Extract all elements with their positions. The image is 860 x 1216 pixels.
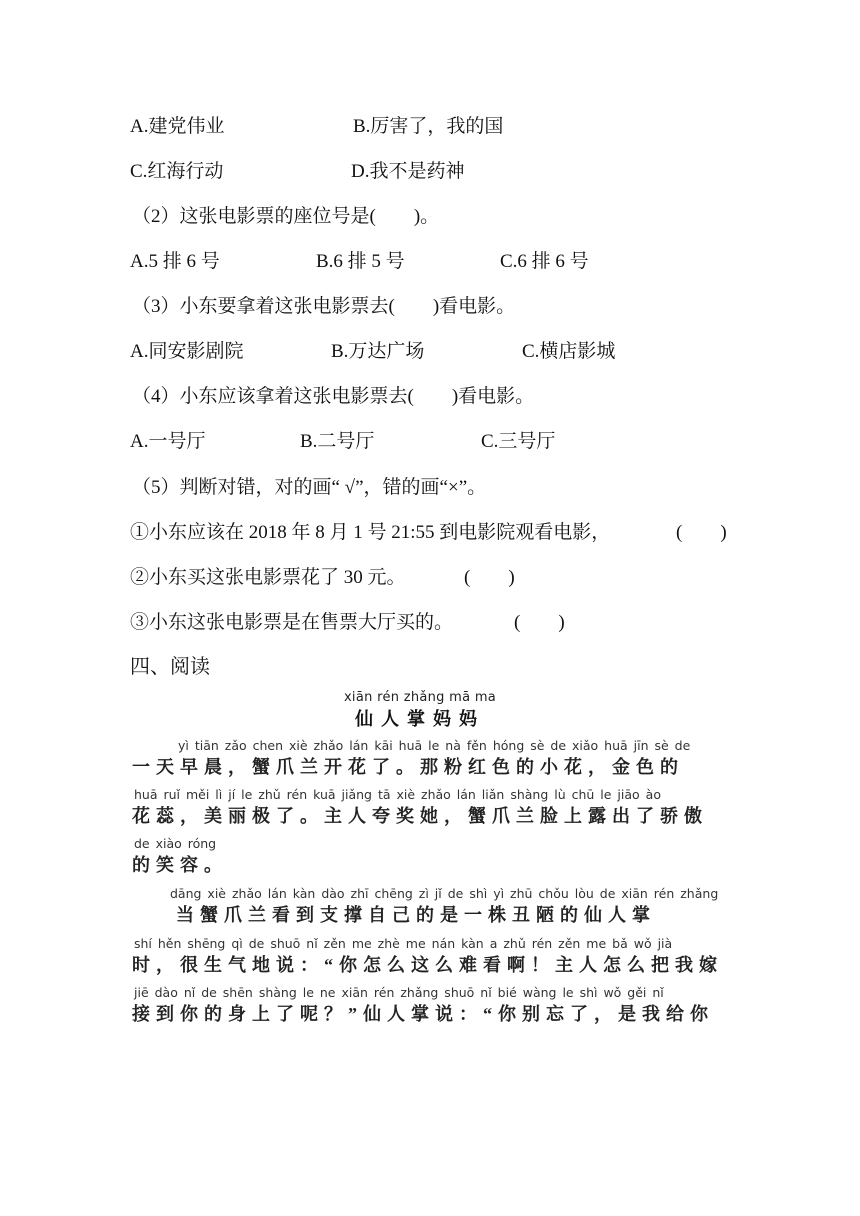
q2-option-b: B.6 排 5 号 (316, 251, 405, 272)
q3-option-a: A.同安影剧院 (130, 341, 244, 362)
story-line-2-hanzi: 花蕊，美丽极了。主人夸奖她，蟹爪兰脸上露出了骄傲 (132, 806, 708, 826)
story-title: 仙人掌妈妈 (355, 709, 485, 729)
story-line-3-pinyin: de xiào róng (134, 836, 217, 851)
story-line-6-pinyin: jiē dào nǐ de shēn shàng le ne xiān rén zhǎng shuō nǐ bié wàng le shì wǒ gěi nǐ (134, 985, 664, 1000)
q2-option-c: C.6 排 6 号 (500, 251, 589, 272)
q5-item-1-blank[interactable]: ( ) (676, 522, 727, 543)
story-title-pinyin: xiān rén zhǎng mā ma (343, 690, 497, 705)
q5-item-3-blank[interactable]: ( ) (514, 612, 565, 633)
q5-item-2-blank[interactable]: ( ) (464, 567, 515, 588)
q3-option-b: B.万达广场 (331, 341, 425, 362)
story-line-5-pinyin: shí hěn shēng qì de shuō nǐ zěn me zhè me nán kàn a zhǔ rén zěn me bǎ wǒ jià (134, 936, 673, 951)
q1-option-c: C.红海行动 (130, 161, 224, 182)
q4-stem: （4）小东应该拿着这张电影票去( )看电影。 (132, 386, 535, 407)
section-4-title: 四、阅读 (130, 656, 210, 678)
q1-option-b: B.厉害了，我的国 (353, 116, 504, 137)
q4-option-c: C.三号厅 (481, 431, 556, 452)
story-line-2-pinyin: huā ruǐ měi lì jí le zhǔ rén kuā jiǎng tā xiè zhǎo lán liǎn shàng lù chū le jiāo ào (134, 787, 661, 802)
story-line-4-pinyin: dāng xiè zhǎo lán kàn dào zhī chēng zì jǐ de shì yì zhū chǒu lòu de xiān rén zhǎng (170, 886, 719, 901)
story-line-1-pinyin: yì tiān zǎo chen xiè zhǎo lán kāi huā le nà fěn hóng sè de xiǎo huā jīn sè de (178, 738, 691, 753)
q2-option-a: A.5 排 6 号 (130, 251, 220, 272)
q2-stem: （2）这张电影票的座位号是( )。 (132, 206, 440, 227)
q4-option-b: B.二号厅 (300, 431, 375, 452)
q5-item-1: ①小东应该在 2018 年 8 月 1 号 21:55 到电影院观看电影， (130, 522, 611, 543)
story-line-4-hanzi: 当蟹爪兰看到支撑自己的是一株丑陋的仙人掌 (176, 905, 656, 925)
q3-option-c: C.横店影城 (522, 341, 616, 362)
q5-stem: （5）判断对错，对的画“ √”，错的画“×”。 (132, 477, 487, 498)
q1-option-a: A.建党伟业 (130, 116, 225, 137)
q5-item-3: ③小东这张电影票是在售票大厅买的。 (130, 612, 454, 633)
story-line-3-hanzi: 的笑容。 (132, 855, 228, 875)
q3-stem: （3）小东要拿着这张电影票去( )看电影。 (132, 296, 516, 317)
story-line-6-hanzi: 接到你的身上了呢？”仙人掌说：“你别忘了，是我给你 (132, 1004, 714, 1024)
q4-option-a: A.一号厅 (130, 431, 206, 452)
q1-option-d: D.我不是药神 (351, 161, 465, 182)
story-line-5-hanzi: 时，很生气地说：“你怎么这么难看啊！主人怎么把我嫁 (132, 955, 723, 975)
q5-item-2: ②小东买这张电影票花了 30 元。 (130, 567, 406, 588)
story-line-1-hanzi: 一天早晨，蟹爪兰开花了。那粉红色的小花，金色的 (132, 757, 684, 777)
